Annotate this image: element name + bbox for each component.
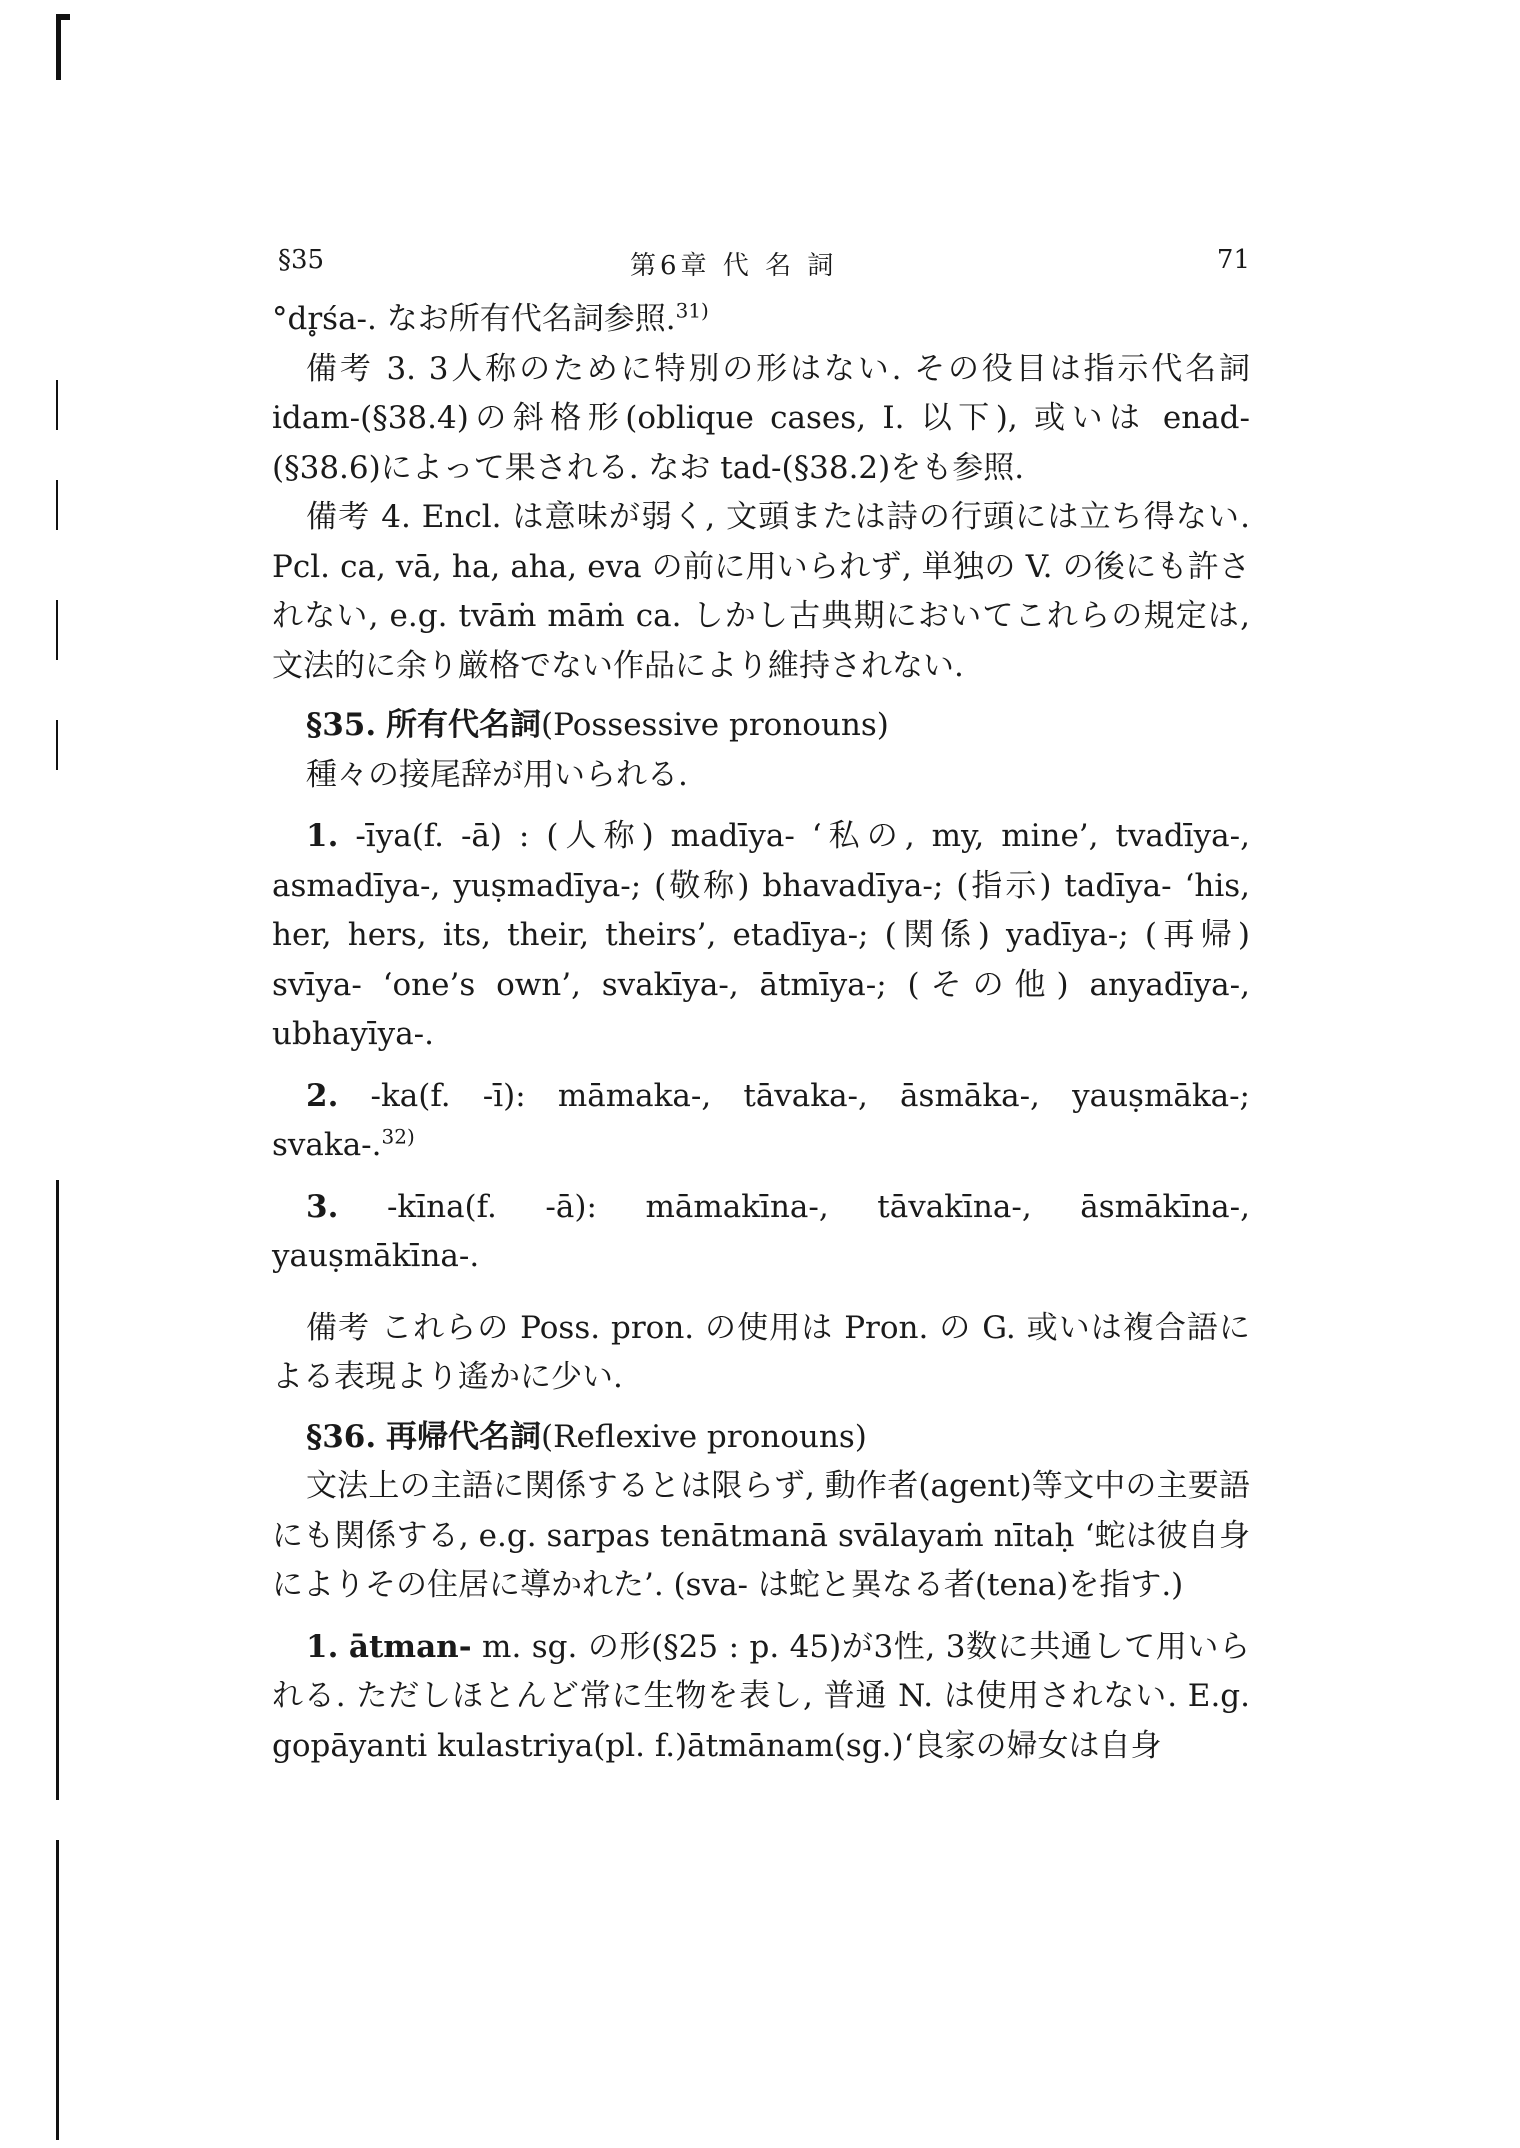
binding-mark-2: [56, 480, 58, 530]
binding-mark-5: [56, 1180, 59, 1800]
footnote-ref-32: 32): [381, 1124, 415, 1149]
binding-mark-top-bar: [56, 14, 70, 20]
footnote-ref-31: 31): [675, 298, 709, 323]
remark-3: 備考 3. 3人称のために特別の形はない. その役目は指示代名詞 idam-(§38.4)の斜格形(oblique cases, I. 以下), 或いは enad-(§38.6)によって果される. なお tad-(§38.2)をも参照.: [272, 350, 1250, 486]
section-35-intro: 種々の接尾辞が用いられる.: [306, 756, 688, 793]
remark-possessive: 備考 これらの Poss. pron. の使用は Pron. の G. 或いは複合語による表現より遙かに少い.: [272, 1309, 1250, 1395]
binding-mark-4: [56, 720, 58, 770]
section-36-heading: §36. 再帰代名詞(Reflexive pronouns): [306, 1418, 867, 1455]
list-item-2: 2. -ka(f. -ī): māmaka-, tāvaka-, āsmāka-, yauṣmāka-; svaka-.$^{32)}$: [272, 1077, 1251, 1163]
running-header: [272, 245, 1250, 285]
header-chapter-title: 第6章 代 名 詞: [630, 251, 838, 281]
list-item-3: 3. -kīna(f. -ā): māmakīna-, tāvakīna-, āsmākīna-, yauṣmākīna-.: [272, 1188, 1250, 1274]
body-text: [272, 295, 1250, 1771]
binding-mark-1: [56, 380, 58, 430]
list-item-1: 1. -īya(f. -ā) : (人称) madīya- ‘私の, my, mine’, tvadīya-, asmadīya-, yuṣmadīya-; (敬称) bhavadīya-; (指示) tadīya- ‘his, her, hers, its, their, theirs’, etadīya-; (関係) yadīya-; (再帰) svīya- ‘one’s own’, svakīya-, ātmīya-; (その他) anyadīya-, ubhayīya-.: [272, 818, 1250, 1052]
binding-mark-6: [56, 1840, 59, 2140]
remark-4: 備考 4. Encl. は意味が弱く, 文頭または詩の行頭には立ち得ない. Pcl. ca, vā, ha, aha, eva の前に用いられず, 単独の V. の後にも許されない, e.g. tvāṁ māṁ ca. しかし古典期においてこれらの規定は, 文法的に余り厳格でない作品により維持されない.: [272, 499, 1250, 684]
page-number: 71: [1216, 245, 1250, 275]
binding-mark-3: [56, 600, 58, 660]
section-36-intro: 文法上の主語に関係するとは限らず, 動作者(agent)等文中の主要語にも関係する, e.g. sarpas tenātmanā svālayaṁ nītaḥ ‘蛇は彼自身によりその住居に導かれた’. (sva- は蛇と異なる者(tena)を指す.): [272, 1468, 1250, 1603]
section-35-heading: §35. 所有代名詞(Possessive pronouns): [306, 707, 889, 743]
paragraph-continuation: °dr̥śa-. なお所有代名詞参照.$^{31)}$: [272, 298, 709, 337]
header-section-ref: §35: [278, 245, 325, 275]
binding-mark-top: [56, 14, 61, 80]
list-item-atman: 1. ātman- m. sg. の形(§25 : p. 45)が3性, 3数に共通して用いられる. ただしほとんど常に生物を表し, 普通 N. は使用されない. E.g. gopāyanti kulastriya(pl. f.)ātmānam(sg.)‘良家の婦女は自身: [272, 1628, 1251, 1764]
